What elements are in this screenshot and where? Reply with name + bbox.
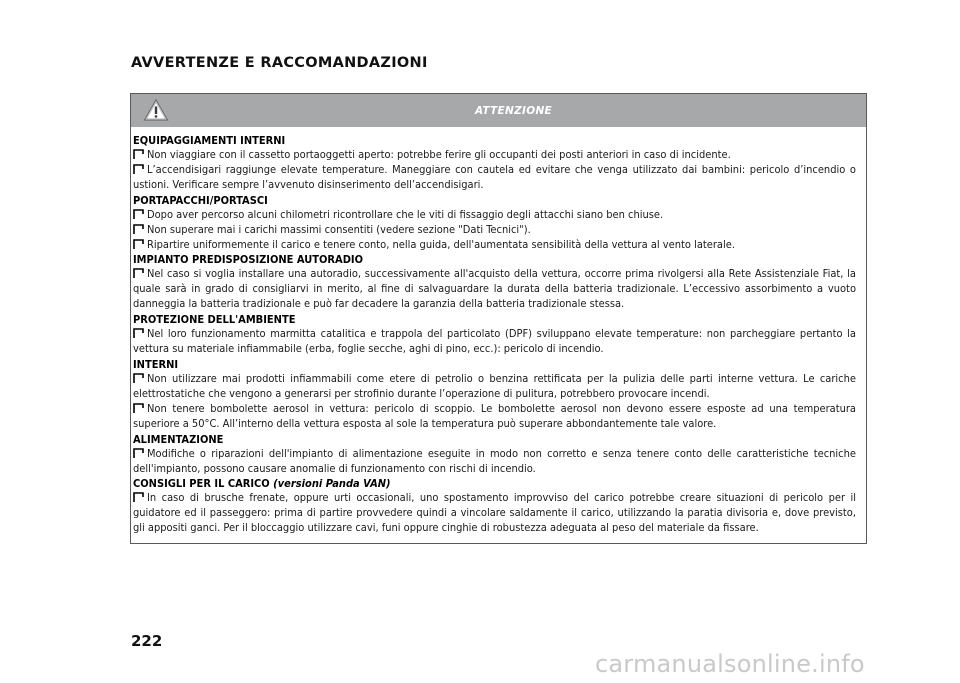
section-title xyxy=(133,357,856,372)
bullet-text: Dopo aver percorso alcuni chilometri ricontrollare che le viti di fissaggio degli attacchi siano ben chiuse. xyxy=(147,207,664,221)
section-title-text: IMPIANTO PREDISPOSIZIONE AUTORADIO xyxy=(133,253,363,267)
bullet-text: In caso di brusche frenate, oppure urti occasionali, uno spostamento improvviso del carico potrebbe creare situazioni di pericolo per il guidatore ed il passeggero: prima di partire provvedere quindi a vincolare saldamente il carico, utilizzando la paratia divisoria e, dove previsto, gli appositi ganci. Per il bloccaggio utilizzare cavi, funi oppure cinghie di robustezza adeguata al peso del materiale da fissare. xyxy=(133,491,856,535)
watermark: carmanualsonline.info xyxy=(595,650,865,678)
bullet-text: Non viaggiare con il cassetto portaoggetti aperto: potrebbe ferire gli occupanti dei posti anteriori in caso di incidente. xyxy=(147,148,731,161)
bullet-text: Nel caso si voglia installare una autoradio, successivamente all'acquisto della vettura, occorre prima rivolgersi alla Rete Assistenziale Fiat, la quale sarà in grado di consigliarvi in merito, al fine di salvaguardare la durata della batteria tradizionale. L’eccessivo assorbimento a vuoto danneggia la batteria tradizionale e può far decadere la garanzia della batteria tradizionale stessa. xyxy=(133,267,856,311)
bullet-text: L’accendisigari raggiunge elevate temperature. Maneggiare con cautela ed evitare che venga utilizzato dai bambini: pericolo d’incendio o ustioni. Verificare sempre l’avvenuto disinserimento dell’accendisigari. xyxy=(133,162,856,191)
section-title-text: CONSIGLI PER IL CARICO xyxy=(133,477,270,491)
warning-box xyxy=(130,93,867,544)
section-title xyxy=(133,193,856,208)
bullet-text: Nel loro funzionamento marmitta catalitica e trappola del particolato (DPF) sviluppano elevate temperature: non parcheggiare pertanto la vettura su materiale infiammabile (erba, foglie secche, aghi di pino, ecc.): pericolo di incendio. xyxy=(133,327,856,356)
section-title-text: INTERNI xyxy=(133,357,179,371)
section-title xyxy=(133,312,856,327)
warning-body xyxy=(131,127,866,536)
bullet-corner-icon xyxy=(133,403,144,412)
bullet-corner-icon xyxy=(133,224,144,233)
bullet-item xyxy=(133,491,856,536)
bullet-corner-icon xyxy=(133,209,144,218)
bullet-corner-icon xyxy=(133,373,144,382)
bullet-corner-icon xyxy=(133,164,144,173)
bullet-item xyxy=(133,163,856,193)
section-title xyxy=(133,133,856,148)
bullet-corner-icon xyxy=(133,149,144,158)
bullet-corner-icon xyxy=(133,239,144,248)
section-title xyxy=(133,252,856,267)
bullet-text: Non tenere bombolette aerosol in vettura: pericolo di scoppio. Le bombolette aerosol non devono essere esposte ad una temperatura superiore a 50°C. All’interno della vettura esposta al sole la temperatura può superare abbondantemente tale valore. xyxy=(133,401,856,430)
bullet-corner-icon xyxy=(133,328,144,337)
bullet-text: Modifiche o riparazioni dell'impianto di alimentazione eseguite in modo non corretto e senza tenere conto delle caratteristiche tecniche dell'impianto, possono causare anomalie di funzionamento con rischi di incendio. xyxy=(133,446,856,475)
warning-header xyxy=(131,94,866,127)
bullet-text: Ripartire uniformemente il carico e tenere conto, nella guida, dell'aumentata sensibilità della vettura al vento laterale. xyxy=(147,237,735,251)
bullet-item xyxy=(133,267,856,312)
bullet-item xyxy=(133,372,856,402)
warning-title: ATTENZIONE xyxy=(474,104,553,117)
section-title-text: PORTAPACCHI/PORTASCI xyxy=(133,193,268,207)
section-title-text: ALIMENTAZIONE xyxy=(133,432,224,446)
page-number: 222 xyxy=(131,632,163,650)
bullet-text: Non superare mai i carichi massimi consentiti (vedere sezione "Dati Tecnici"). xyxy=(147,222,531,236)
section-subtitle: (versioni Panda VAN) xyxy=(273,477,391,491)
warning-triangle-icon xyxy=(143,98,169,122)
bullet-item xyxy=(133,223,856,238)
section-title-text: PROTEZIONE DELL'AMBIENTE xyxy=(133,313,296,327)
bullet-item xyxy=(133,327,856,357)
bullet-item xyxy=(133,208,856,223)
bullet-item xyxy=(133,402,856,432)
bullet-item xyxy=(133,447,856,477)
section-title xyxy=(133,476,856,491)
bullet-corner-icon xyxy=(133,492,144,501)
bullet-item xyxy=(133,238,856,253)
section-title-text: EQUIPAGGIAMENTI INTERNI xyxy=(133,134,286,147)
bullet-text: Non utilizzare mai prodotti infiammabili come etere di petrolio o benzina rettificata per la pulizia delle parti interne vettura. Le cariche elettrostatiche che vengono a generarsi per strofinio durante l’operazione di pulitura, potrebbero provocare incendi. xyxy=(133,371,856,400)
bullet-item xyxy=(133,148,856,163)
bullet-corner-icon xyxy=(133,448,144,457)
page-heading: AVVERTENZE E RACCOMANDAZIONI xyxy=(131,55,428,71)
bullet-corner-icon xyxy=(133,268,144,277)
section-title xyxy=(133,432,856,447)
